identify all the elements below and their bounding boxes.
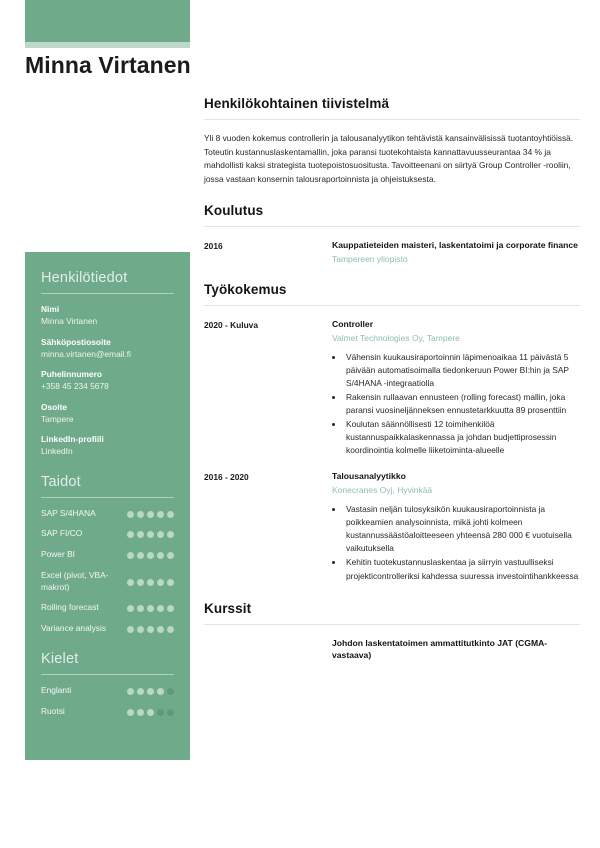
languages-item (41, 685, 174, 697)
rating-dot-icon (157, 688, 164, 695)
personal-field-value: +358 45 234 5678 (41, 381, 109, 392)
skills-item (41, 602, 174, 614)
rating-dot-icon (157, 511, 164, 518)
rating-dot-icon (147, 511, 154, 518)
main-content (204, 96, 580, 678)
sidebar-heading-personal: Henkilötiedot (41, 270, 128, 286)
section-divider (204, 226, 580, 227)
rating-dot-icon (157, 709, 164, 716)
rating-dot-icon (147, 626, 154, 633)
experience-entry-body (332, 470, 580, 583)
rating-dot-icon (127, 605, 134, 612)
skills-item-label: SAP S/4HANA (41, 507, 96, 518)
skills-item-rating (127, 578, 174, 586)
rating-dot-icon (167, 531, 174, 538)
skills-item-label: Excel (pivot, VBA-makrot) (41, 569, 109, 592)
personal-field-value: minna.virtanen@email.fi (41, 348, 131, 359)
rating-dot-icon (167, 511, 174, 518)
experience-entries (204, 318, 580, 583)
languages-item-label: Ruotsi (41, 705, 65, 716)
rating-dot-icon (127, 531, 134, 538)
experience-entry-date: 2016 - 2020 (204, 471, 249, 482)
courses-entry-body (332, 637, 580, 661)
personal-field-label: Puhelinnumero (41, 369, 102, 380)
personal-field (41, 337, 174, 361)
rating-dot-icon (137, 626, 144, 633)
skills-item (41, 549, 174, 561)
experience-entry-body (332, 318, 580, 458)
rating-dot-icon (167, 579, 174, 586)
sidebar-section-skills (41, 474, 174, 635)
rating-dot-icon (127, 709, 134, 716)
sidebar-divider (41, 674, 174, 675)
education-entry-body (332, 239, 580, 265)
skills-item-rating (127, 510, 174, 518)
sidebar-divider (41, 497, 174, 498)
summary-text: Yli 8 vuoden kokemus controllerin ja talousanalyytikon tehtävistä kansainvälisissä tuotantoyhtiöissä. Toteutin kustannuslaskentamallin, joka paransi tuotekohtaista kannattavuusseurantaa 34 % ja mahdollisti kaksi strategista tuotepoistosuositusta. Tavoitteenani on siirtyä Group Controller -rooliin, jossa vastaan konsernin talousraportoinnista ja ohjeistuksesta. (204, 133, 574, 184)
skills-list (41, 508, 174, 635)
experience-entry (204, 318, 580, 458)
sidebar-section-languages (41, 651, 174, 718)
experience-entry (204, 470, 580, 583)
experience-entry-title: Controller (332, 319, 374, 330)
experience-entry-bullets (344, 351, 580, 457)
skills-item-label: SAP FI/CO (41, 528, 83, 539)
section-divider (204, 624, 580, 625)
skills-item-rating (127, 604, 174, 612)
rating-dot-icon (137, 579, 144, 586)
section-summary (204, 96, 580, 186)
skills-item-rating (127, 551, 174, 559)
list-item: • Vastasin neljän tulosyksikön kuukausiraportoinnista ja poikkeamien analysoinnista, mikä johti kolmeen kustannussäästöaloitteeseen yhteensä 280 000 € vuotuisella vaikutuksella (344, 503, 580, 555)
rating-dot-icon (167, 709, 174, 716)
experience-entry-date: 2020 - Kuluva (204, 319, 258, 330)
rating-dot-icon (137, 688, 144, 695)
section-divider (204, 119, 580, 120)
section-experience (204, 282, 580, 583)
header-accent-bar (25, 0, 190, 42)
rating-dot-icon (127, 579, 134, 586)
rating-dot-icon (157, 531, 164, 538)
section-title-courses: Kurssit (204, 600, 252, 616)
education-entry-title: Kauppatieteiden maisteri, laskentatoimi ja corporate finance (332, 240, 578, 251)
courses-entry-title: Johdon laskentatoimen ammattitutkinto JAT (CGMA-vastaava) (332, 637, 548, 660)
section-divider (204, 305, 580, 306)
education-entries (204, 239, 580, 265)
skills-item (41, 508, 174, 520)
personal-fields-list (41, 304, 174, 458)
languages-item-rating (127, 708, 174, 716)
languages-list (41, 685, 174, 718)
rating-dot-icon (127, 511, 134, 518)
rating-dot-icon (127, 552, 134, 559)
rating-dot-icon (137, 511, 144, 518)
rating-dot-icon (167, 552, 174, 559)
rating-dot-icon (127, 626, 134, 633)
personal-field-value: Tampere (41, 413, 74, 424)
experience-entry-organization: Konecranes Oyj, Hyvinkää (332, 484, 433, 495)
rating-dot-icon (127, 688, 134, 695)
rating-dot-icon (147, 552, 154, 559)
rating-dot-icon (167, 688, 174, 695)
personal-field-value: Minna Virtanen (41, 316, 98, 327)
skills-item (41, 528, 174, 540)
personal-field (41, 369, 174, 393)
rating-dot-icon (147, 531, 154, 538)
languages-item-rating (127, 687, 174, 695)
rating-dot-icon (147, 709, 154, 716)
languages-item (41, 706, 174, 718)
experience-entry-title: Talousanalyytikko (332, 471, 406, 482)
section-title-education: Koulutus (204, 203, 264, 219)
sidebar-heading-skills: Taidot (41, 473, 81, 490)
sidebar-divider (41, 293, 174, 294)
education-entry-organization: Tampereen yliopisto (332, 253, 408, 264)
personal-field-label: Sähköpostiosoite (41, 336, 111, 347)
rating-dot-icon (147, 605, 154, 612)
skills-item-label: Rolling forecast (41, 602, 99, 613)
personal-field (41, 434, 174, 458)
list-item: • Vähensin kuukausiraportoinnin läpimenoaikaa 11 päivästä 5 päivään automatisoimalla tiedonkeruun Power BI:hin ja SAP S/4HANA -integraatiolla (344, 351, 580, 390)
list-item: • Koulutan säännöllisesti 12 toimihenkilöä kustannuspaikkalaskennassa ja johdan budjettiprosessin koordinointia kolmelle liiketoiminta-alueelle (344, 418, 580, 457)
sidebar-section-personal (41, 270, 174, 458)
languages-item-label: Englanti (41, 685, 72, 696)
courses-entries (204, 637, 580, 661)
rating-dot-icon (137, 709, 144, 716)
section-education (204, 203, 580, 265)
skills-item-rating (127, 530, 174, 538)
header-accent-bar-foot (25, 42, 190, 48)
personal-field-value[interactable]: LinkedIn (41, 446, 73, 457)
education-entry (204, 239, 580, 265)
page-title: Minna Virtanen (25, 52, 191, 78)
rating-dot-icon (137, 531, 144, 538)
personal-field-label: Nimi (41, 304, 60, 314)
rating-dot-icon (157, 579, 164, 586)
personal-field (41, 304, 174, 328)
rating-dot-icon (157, 626, 164, 633)
sidebar (25, 252, 190, 760)
courses-entry (204, 637, 580, 661)
personal-field-label: Osoite (41, 401, 68, 412)
rating-dot-icon (137, 552, 144, 559)
experience-entry-organization: Valmet Technologies Oy, Tampere (332, 332, 460, 343)
section-title-summary: Henkilökohtainen tiivistelmä (204, 96, 390, 111)
personal-field-label: LinkedIn-profiili (41, 434, 104, 445)
education-entry-date: 2016 (204, 240, 223, 251)
courses-entry-date (204, 637, 332, 638)
rating-dot-icon (167, 626, 174, 633)
skills-item-rating (127, 625, 174, 633)
rating-dot-icon (157, 552, 164, 559)
rating-dot-icon (167, 605, 174, 612)
rating-dot-icon (157, 605, 164, 612)
list-item: • Rakensin rullaavan ennusteen (rolling forecast) mallin, joka paransi vuosineljänneksen ennustetarkkuutta 89 prosenttiin (344, 391, 580, 417)
skills-item (41, 570, 174, 594)
sidebar-heading-languages: Kielet (41, 651, 79, 668)
skills-item-label: Variance analysis (41, 623, 107, 634)
rating-dot-icon (147, 579, 154, 586)
section-title-experience: Työkokemus (204, 282, 287, 298)
skills-item-label: Power BI (41, 549, 75, 560)
rating-dot-icon (137, 605, 144, 612)
personal-field (41, 402, 174, 426)
list-item: • Kehitin tuotekustannuslaskentaa ja siirryin vastuulliseksi projekticontrolleriksi kahdessa suuressa investointihankkeessa (344, 556, 580, 582)
experience-entry-bullets (344, 503, 580, 582)
section-courses (204, 601, 580, 661)
skills-item (41, 623, 174, 635)
rating-dot-icon (147, 688, 154, 695)
